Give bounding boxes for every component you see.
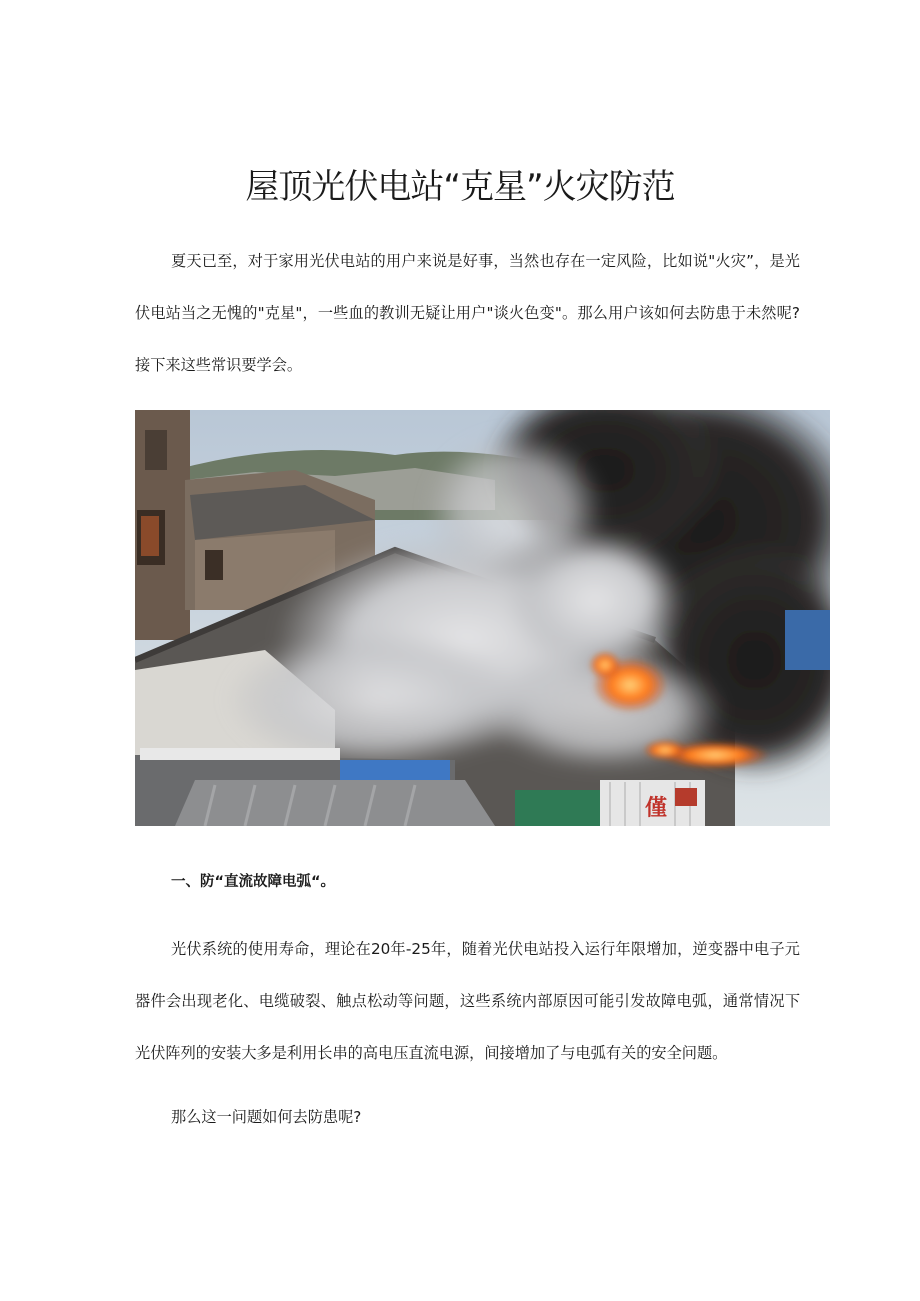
section-question: 那么这一问题如何去防患呢? <box>171 1108 362 1126</box>
section-paragraph: 光伏系统的使用寿命，理论在20年-25年，随着光伏电站投入运行年限增加，逆变器中电子元器件会出现老化、电缆破裂、触点松动等问题，这些系统内部原因可能引发故障电弧，通常情况下光伏阵列的安装大多是利用长串的高电压直流电源，间接增加了与电弧有关的安全问题。 <box>135 940 800 1062</box>
sign-text: 僅 <box>645 796 668 821</box>
rooftop-fire-photo <box>135 410 830 826</box>
green-sheet <box>515 790 605 826</box>
page-title: 屋顶光伏电站“克星”火灾防范 <box>245 167 675 207</box>
blue-tarp <box>340 760 450 780</box>
blue-sheet-right <box>785 610 830 670</box>
intro-paragraph: 夏天已至，对于家用光伏电站的用户来说是好事，当然也存在一定风险，比如说"火灾”，是光伏电站当之无愧的"克星"，一些血的教训无疑让用户"谈火色变"。那么用户该如何去防患于未然呢?接下来这些常识要学会。 <box>135 252 800 374</box>
section-heading: 一、防“直流故障电弧“。 <box>171 874 336 890</box>
